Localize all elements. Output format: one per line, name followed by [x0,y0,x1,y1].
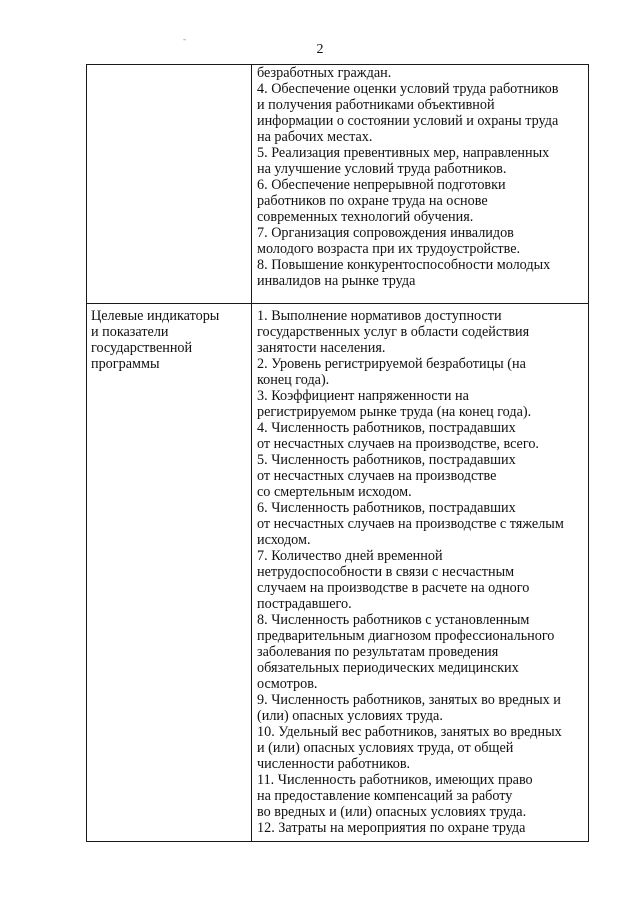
table-row-target-indicators [87,304,589,842]
text-line: 4. Обеспечение оценки условий труда работников [257,81,559,97]
text-line: пострадавшего. [257,596,352,612]
text-line: занятости населения. [257,340,386,356]
text-line: от несчастных случаев на производстве, всего. [257,436,539,452]
text-line: государственных услуг в области содействия [257,324,530,340]
text-line: 7. Количество дней временной [257,548,443,564]
text-line: заболевания по результатам проведения [257,644,499,660]
text-line: обязательных периодических медицинских [257,660,519,676]
text-line: исходом. [257,532,311,548]
text-line: регистрируемом рынке труда (на конец года). [257,404,532,420]
text-line: государственной [91,340,193,356]
row1-right-cell [252,65,589,304]
text-line: работников по охране труда на основе [257,193,488,209]
text-line: Целевые индикаторы [91,308,220,324]
text-line: 5. Реализация превентивных мер, направленных [257,145,550,161]
text-line: и (или) опасных условиях труда, от общей [257,740,514,756]
text-line: осмотров. [257,676,318,692]
text-line: 5. Численность работников, пострадавших [257,452,516,468]
row1-right-text [252,65,588,289]
text-line: инвалидов на рынке труда [257,273,416,289]
row1-left-cell [87,65,252,304]
text-line: программы [91,356,160,372]
text-line: (или) опасных условиях труда. [257,708,443,724]
row2-right-cell [252,304,589,842]
text-line: численности работников. [257,756,411,772]
table-row-tasks-continued [87,65,589,304]
text-line: предварительным диагнозом профессионального [257,628,555,644]
text-line: 12. Затраты на мероприятия по охране труда [257,820,526,836]
text-line: 2. Уровень регистрируемой безработицы (на [257,356,526,372]
row2-right-text [252,304,588,836]
scan-speck: - [183,34,186,44]
row2-left-text [87,304,251,372]
row2-left-cell [87,304,252,842]
text-line: информации о состоянии условий и охраны труда [257,113,559,129]
text-line: на улучшение условий труда работников. [257,161,507,177]
text-line: со смертельным исходом. [257,484,412,500]
text-line: и получения работниками объективной [257,97,495,113]
text-line: молодого возраста при их трудоустройстве. [257,241,521,257]
text-line: 7. Организация сопровождения инвалидов [257,225,514,241]
text-line: 9. Численность работников, занятых во вредных и [257,692,561,708]
text-line: безработных граждан. [257,65,392,81]
text-line: от несчастных случаев на производстве с тяжелым [257,516,564,532]
text-line: 8. Повышение конкурентоспособности молодых [257,257,551,273]
text-line: современных технологий обучения. [257,209,474,225]
text-line: на рабочих местах. [257,129,373,145]
text-line: и показатели [91,324,169,340]
text-line: 4. Численность работников, пострадавших [257,420,516,436]
text-line: во вредных и (или) опасных условиях труда. [257,804,527,820]
text-line: 11. Численность работников, имеющих право [257,772,533,788]
text-line: 10. Удельный вес работников, занятых во вредных [257,724,562,740]
text-line: нетрудоспособности в связи с несчастным [257,564,515,580]
program-passport-table [86,64,589,842]
text-line: случаем на производстве в расчете на одного [257,580,530,596]
text-line: 8. Численность работников с установленным [257,612,530,628]
text-line: на предоставление компенсаций за работу [257,788,513,804]
text-line: 6. Обеспечение непрерывной подготовки [257,177,506,193]
text-line: 3. Коэффициент напряженности на [257,388,469,404]
text-line: конец года). [257,372,330,388]
text-line: 6. Численность работников, пострадавших [257,500,516,516]
text-line: от несчастных случаев на производстве [257,468,497,484]
page-number: 2 [316,42,324,57]
text-line: 1. Выполнение нормативов доступности [257,308,502,324]
